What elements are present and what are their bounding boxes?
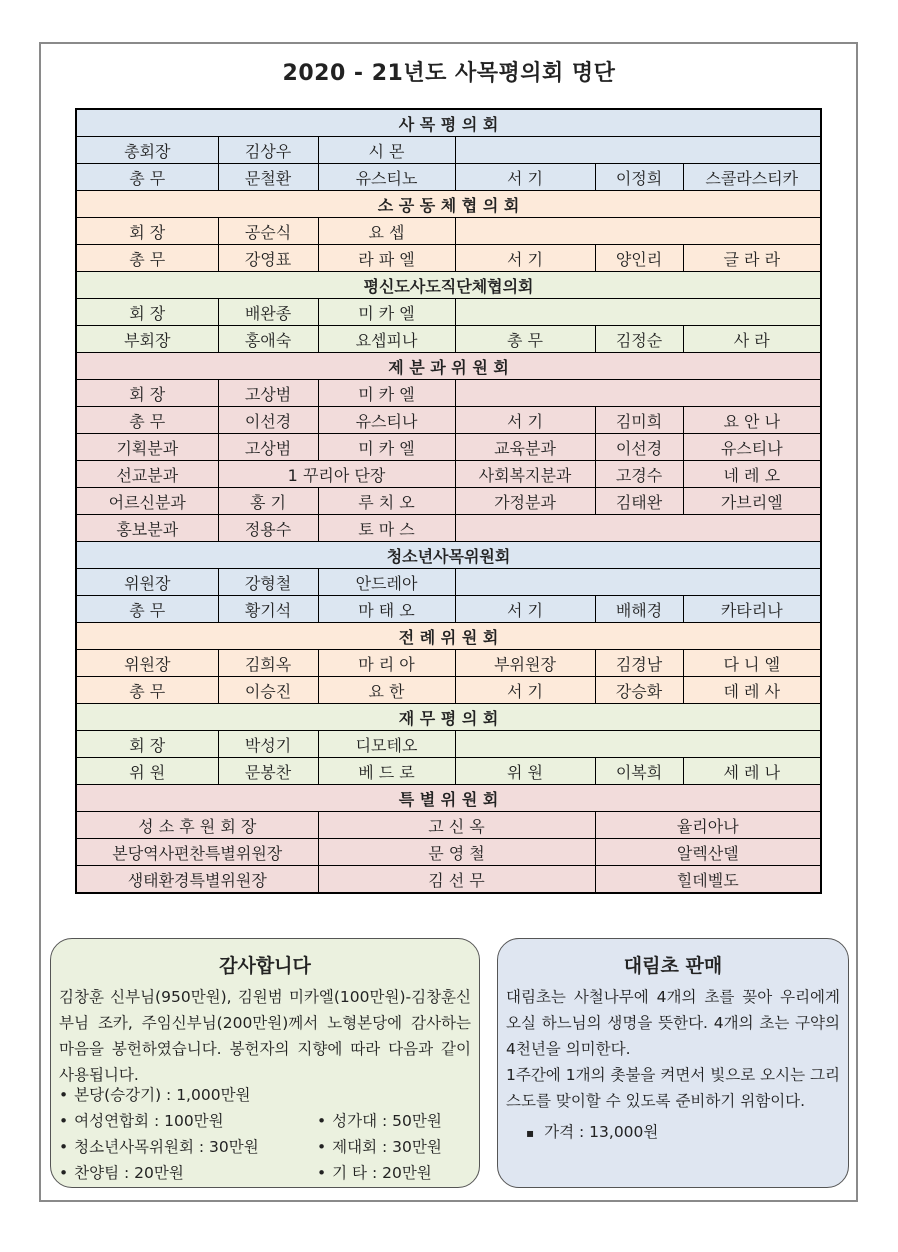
price-item: ▪ 가격 : 13,000원 xyxy=(526,1120,848,1142)
table-row xyxy=(76,731,821,758)
table-cell: 총 무 xyxy=(76,677,218,704)
table-cell: 회 장 xyxy=(76,731,218,758)
section-header: 재 무 평 의 회 xyxy=(76,704,821,731)
section-header: 청소년사목위원회 xyxy=(76,542,821,569)
table-cell: 유스티나 xyxy=(683,434,821,461)
thanks-box xyxy=(50,938,480,1188)
table-cell: 요셉피나 xyxy=(318,326,455,353)
table-cell: 총 무 xyxy=(76,407,218,434)
table-cell: 서 기 xyxy=(455,407,595,434)
table-cell: 사회복지분과 xyxy=(455,461,595,488)
table-cell: 율리아나 xyxy=(595,812,821,839)
table-row xyxy=(76,650,821,677)
table-cell: 총 무 xyxy=(76,245,218,272)
table-cell xyxy=(455,515,821,542)
table-cell: 선교분과 xyxy=(76,461,218,488)
section-header: 사 목 평 의 회 xyxy=(76,109,821,137)
table-row xyxy=(76,164,821,191)
table-cell: 라 파 엘 xyxy=(318,245,455,272)
table-cell: 생태환경특별위원장 xyxy=(76,866,318,894)
section-header-row xyxy=(76,785,821,812)
section-header-row xyxy=(76,704,821,731)
table-cell: 총회장 xyxy=(76,137,218,164)
empty-diagonal-cell xyxy=(455,569,821,596)
list-item: • 기 타 : 20만원 xyxy=(317,1161,432,1183)
table-row xyxy=(76,839,821,866)
table-cell: 토 마 스 xyxy=(318,515,455,542)
table-cell: 양인리 xyxy=(595,245,683,272)
section-header-row xyxy=(76,542,821,569)
table-cell: 회 장 xyxy=(76,299,218,326)
empty-diagonal-cell xyxy=(455,218,821,245)
table-row xyxy=(76,326,821,353)
table-cell: 교육분과 xyxy=(455,434,595,461)
table-cell: 가정분과 xyxy=(455,488,595,515)
table-cell: 문 영 철 xyxy=(318,839,595,866)
table-cell: 위원장 xyxy=(76,569,218,596)
empty-diagonal-cell xyxy=(455,299,821,326)
table-cell: 고 신 옥 xyxy=(318,812,595,839)
table-cell: 서 기 xyxy=(455,245,595,272)
table-cell: 시 몬 xyxy=(318,137,455,164)
section-header: 소 공 동 체 협 의 회 xyxy=(76,191,821,218)
table-cell: 황기석 xyxy=(218,596,318,623)
thanks-body: 김창훈 신부님(950만원), 김원범 미카엘(100만원)-김창훈신부님 조카, 주임신부님(200만원)께서 노형본당에 감사하는 마음을 봉헌하였습니다. 봉헌자의 지향에 따라 다음과 같이 사용됩니다. xyxy=(59,988,471,1084)
table-cell: 김 선 무 xyxy=(318,866,595,894)
table-cell: 데 레 사 xyxy=(683,677,821,704)
table-cell: 김정순 xyxy=(595,326,683,353)
section-header-row xyxy=(76,353,821,380)
table-cell: 루 치 오 xyxy=(318,488,455,515)
table-cell: 서 기 xyxy=(455,677,595,704)
table-row xyxy=(76,434,821,461)
table-row xyxy=(76,245,821,272)
table-row xyxy=(76,758,821,785)
table-row xyxy=(76,218,821,245)
table-row xyxy=(76,380,821,407)
table-cell: 홍애숙 xyxy=(218,326,318,353)
table-cell: 김경남 xyxy=(595,650,683,677)
table-cell: 총 무 xyxy=(455,326,595,353)
table-cell: 사 라 xyxy=(683,326,821,353)
empty-diagonal-cell xyxy=(455,380,821,407)
list-item: • 제대회 : 30만원 xyxy=(317,1135,442,1157)
table-cell: 홍 기 xyxy=(218,488,318,515)
table-cell: 총 무 xyxy=(76,596,218,623)
candle-list xyxy=(526,1120,848,1142)
section-header: 제 분 과 위 원 회 xyxy=(76,353,821,380)
table-cell: 문철환 xyxy=(218,164,318,191)
table-cell: 이복희 xyxy=(595,758,683,785)
table-cell: 위 원 xyxy=(76,758,218,785)
table-row xyxy=(76,299,821,326)
table-cell: 카타리나 xyxy=(683,596,821,623)
table-cell: 김상우 xyxy=(218,137,318,164)
table-cell: 이정희 xyxy=(595,164,683,191)
table-cell: 부회장 xyxy=(76,326,218,353)
table-cell: 강영표 xyxy=(218,245,318,272)
table-row xyxy=(76,866,821,894)
table-cell: 위원장 xyxy=(76,650,218,677)
table-row xyxy=(76,515,821,542)
table-cell: 정용수 xyxy=(218,515,318,542)
table-cell: 네 레 오 xyxy=(683,461,821,488)
empty-diagonal-cell xyxy=(455,137,821,164)
table-cell: 안드레아 xyxy=(318,569,455,596)
section-header-row xyxy=(76,623,821,650)
table-cell: 마 태 오 xyxy=(318,596,455,623)
table-cell: 배완종 xyxy=(218,299,318,326)
table-row xyxy=(76,137,821,164)
list-item: • 청소년사목위원회 : 30만원 xyxy=(59,1135,259,1157)
section-header: 전 례 위 원 회 xyxy=(76,623,821,650)
table-cell: 글 라 라 xyxy=(683,245,821,272)
section-header: 평신도사도직단체협의회 xyxy=(76,272,821,299)
table-cell: 알렉산델 xyxy=(595,839,821,866)
section-header-row xyxy=(76,272,821,299)
candle-title: 대림초 판매 xyxy=(623,955,723,977)
candle-paragraph-2: 1주간에 1개의 촛불을 켜면서 빛으로 오시는 그리스도를 맞이할 수 있도록 준비하기 위함이다. xyxy=(506,1066,840,1110)
table-cell: 본당역사편찬특별위원장 xyxy=(76,839,318,866)
table-cell: 박성기 xyxy=(218,731,318,758)
table-row xyxy=(76,812,821,839)
table-cell: 다 니 엘 xyxy=(683,650,821,677)
list-item: • 본당(승강기) : 1,000만원 xyxy=(59,1083,251,1105)
table-cell: 배해경 xyxy=(595,596,683,623)
table-row xyxy=(76,461,821,488)
table-cell: 김태완 xyxy=(595,488,683,515)
table-cell: 미 카 엘 xyxy=(318,380,455,407)
table-cell: 회 장 xyxy=(76,380,218,407)
table-cell: 위 원 xyxy=(455,758,595,785)
table-cell: 미 카 엘 xyxy=(318,434,455,461)
table-cell: 요 안 나 xyxy=(683,407,821,434)
table-cell: 요 한 xyxy=(318,677,455,704)
list-item: • 여성연합회 : 100만원 xyxy=(59,1109,224,1131)
table-cell: 김희옥 xyxy=(218,650,318,677)
table-cell: 고상범 xyxy=(218,434,318,461)
table-cell: 공순식 xyxy=(218,218,318,245)
table-cell: 김미희 xyxy=(595,407,683,434)
table-cell: 가브리엘 xyxy=(683,488,821,515)
table-cell: 마 리 아 xyxy=(318,650,455,677)
table-cell: 힐데벨도 xyxy=(595,866,821,894)
section-header-row xyxy=(76,191,821,218)
table-cell: 문봉찬 xyxy=(218,758,318,785)
table-cell: 이선경 xyxy=(595,434,683,461)
table-cell: 스콜라스티카 xyxy=(683,164,821,191)
table-cell: 성 소 후 원 회 장 xyxy=(76,812,318,839)
table-cell: 베 드 로 xyxy=(318,758,455,785)
list-item: • 찬양팀 : 20만원 xyxy=(59,1161,184,1183)
empty-diagonal-cell xyxy=(455,731,821,758)
table-cell: 1 꾸리아 단장 xyxy=(218,461,455,488)
table-cell: 고상범 xyxy=(218,380,318,407)
table-cell: 강형철 xyxy=(218,569,318,596)
section-header: 특 별 위 원 회 xyxy=(76,785,821,812)
table-cell: 세 레 나 xyxy=(683,758,821,785)
table-cell: 기획분과 xyxy=(76,434,218,461)
table-cell: 어르신분과 xyxy=(76,488,218,515)
table-cell: 요 셉 xyxy=(318,218,455,245)
table-row xyxy=(76,488,821,515)
list-item: • 성가대 : 50만원 xyxy=(317,1109,442,1131)
candle-box xyxy=(497,938,849,1188)
table-cell: 이선경 xyxy=(218,407,318,434)
table-row xyxy=(76,569,821,596)
table-cell: 미 카 엘 xyxy=(318,299,455,326)
page-title: 2020 - 21년도 사목평의회 명단 xyxy=(282,61,616,86)
table-cell: 부위원장 xyxy=(455,650,595,677)
table-cell: 서 기 xyxy=(455,164,595,191)
council-roster-table xyxy=(75,108,822,894)
table-cell: 서 기 xyxy=(455,596,595,623)
table-cell: 총 무 xyxy=(76,164,218,191)
thanks-title: 감사합니다 xyxy=(219,955,311,977)
table-cell: 유스티나 xyxy=(318,407,455,434)
table-cell: 디모테오 xyxy=(318,731,455,758)
table-cell: 고경수 xyxy=(595,461,683,488)
table-cell: 홍보분과 xyxy=(76,515,218,542)
candle-paragraph-1: 대림초는 사철나무에 4개의 초를 꽂아 우리에게 오실 하느님의 생명을 뜻한다. 4개의 초는 구약의 4천년을 의미한다. xyxy=(506,988,840,1058)
table-row xyxy=(76,677,821,704)
table-row xyxy=(76,407,821,434)
table-cell: 회 장 xyxy=(76,218,218,245)
table-row xyxy=(76,596,821,623)
table-cell: 이승진 xyxy=(218,677,318,704)
table-cell: 강승화 xyxy=(595,677,683,704)
section-header-row xyxy=(76,109,821,137)
table-cell: 유스티노 xyxy=(318,164,455,191)
